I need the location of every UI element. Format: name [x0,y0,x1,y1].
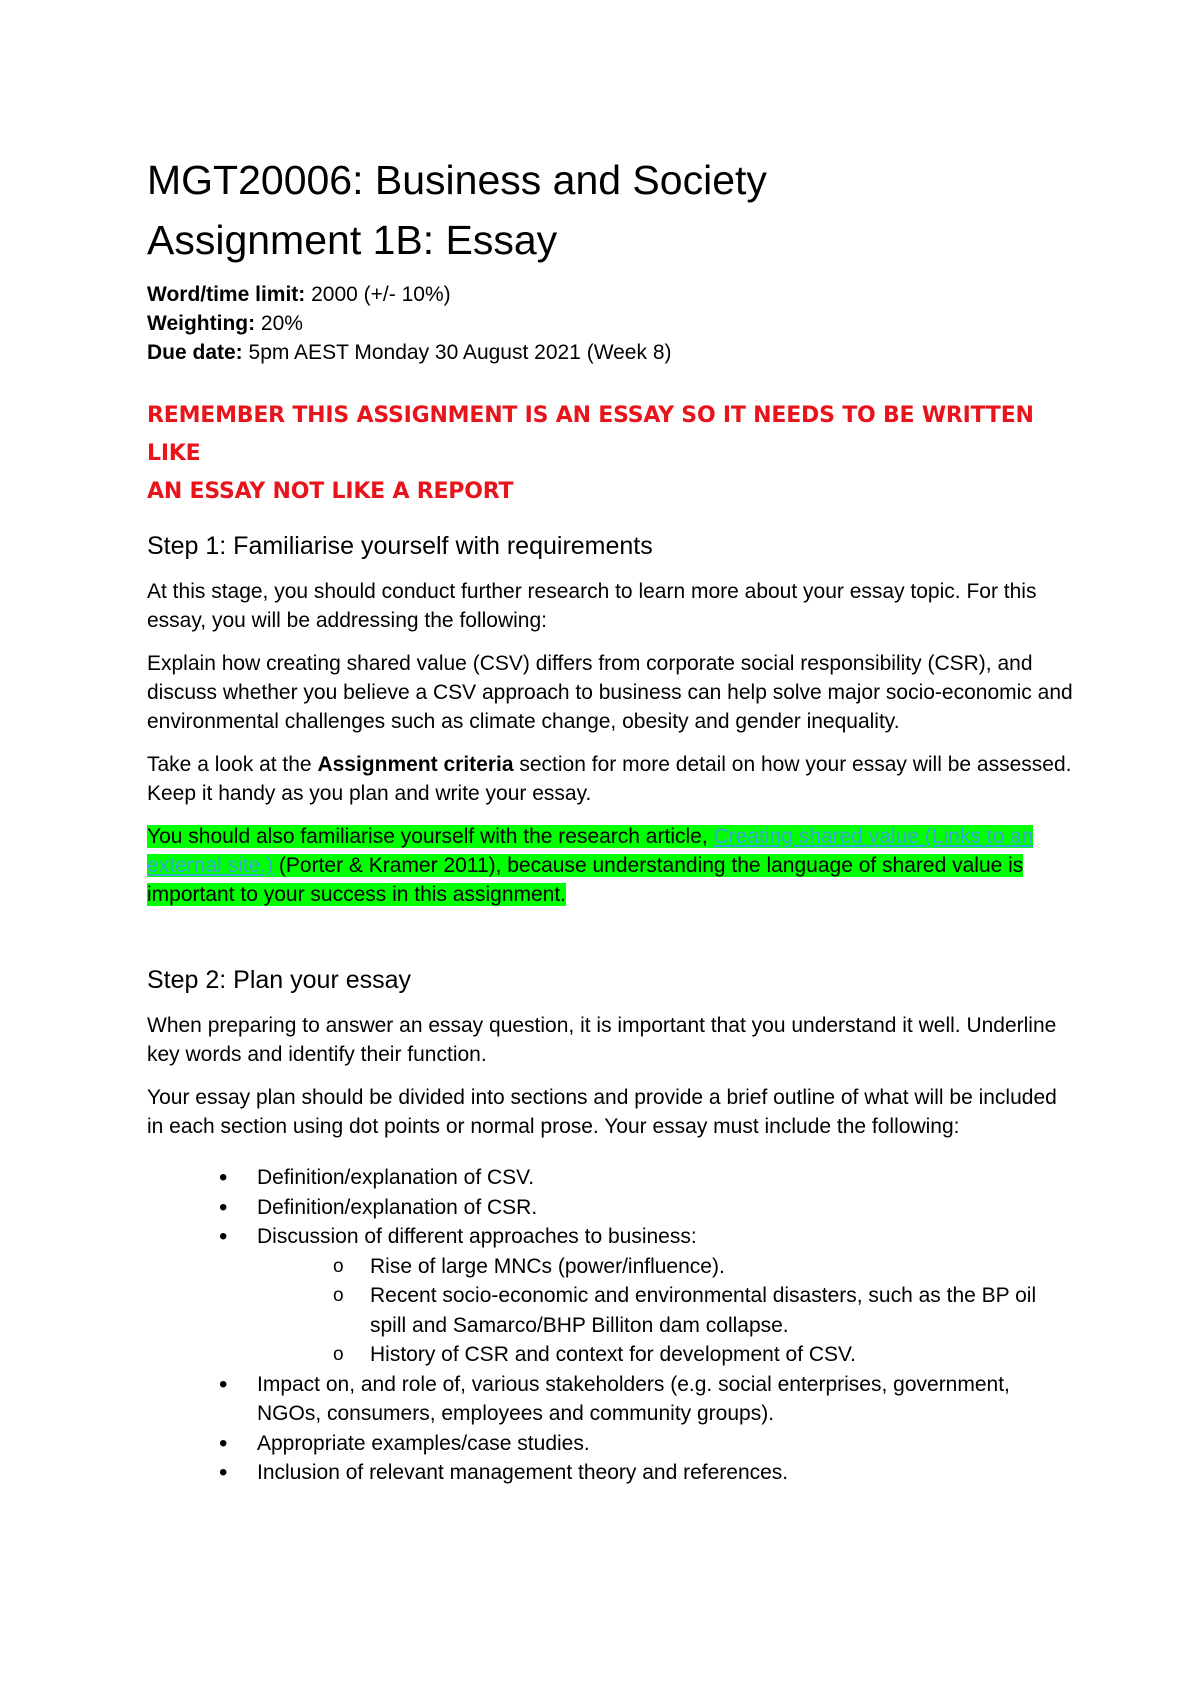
warning-line-1: REMEMBER THIS ASSIGNMENT IS AN ESSAY SO IT NEEDS TO BE WRITTEN LIKE [147,403,1034,466]
step2-heading: Step 2: Plan your essay [147,966,412,994]
weighting-label: Weighting: [147,312,256,335]
list-item: • Impact on, and role of, various stakeholders (e.g. social enterprises, government, NGOs, consumers, employees and community groups). [147,1370,1077,1429]
step2-intro: When preparing to answer an essay question, it is important that you understand it well. Underline key words and identify their function. [147,1014,1057,1066]
criteria-note [147,750,1077,808]
weighting-row [147,309,1077,338]
research-article-note [147,822,1077,909]
sub-list-item: o Rise of large MNCs (power/influence). [147,1252,1077,1282]
assignment-criteria-term: Assignment criteria [317,753,514,776]
criteria-note-post: section for more detail on how your essay will be assessed. Keep it handy as you plan and write your essay. [147,753,1072,805]
due-date-value: 5pm AEST Monday 30 August 2021 (Week 8) [242,341,672,364]
list-item: • Discussion of different approaches to business: [147,1222,1077,1252]
word-limit-label: Word/time limit: [147,283,306,306]
highlight-post: (Porter & Kramer 2011), because understanding the language of shared value is important to your success in this assignment. [147,854,1024,906]
document-page [147,150,1077,1488]
step1-heading: Step 1: Familiarise yourself with requirements [147,532,653,560]
essay-warning [147,397,1077,511]
assignment-title: Assignment 1B: Essay [147,217,558,263]
word-limit-row [147,280,1077,309]
list-item: • Appropriate examples/case studies. [147,1429,1077,1459]
list-item: • Definition/explanation of CSR. [147,1193,1077,1223]
essay-plan-instructions: Your essay plan should be divided into sections and provide a brief outline of what will be included in each section using dot points or normal prose. Your essay must include the following: [147,1086,1057,1138]
warning-line-2: AN ESSAY NOT LIKE A REPORT [147,479,514,504]
due-date-row [147,338,1077,367]
highlight-pre: You should also familiarise yourself with the research article, [147,825,714,848]
sub-list-item: o Recent socio-economic and environmental disasters, such as the BP oil spill and Samarco/BHP Billiton dam collapse. [147,1281,1077,1340]
step1-intro: At this stage, you should conduct further research to learn more about your essay topic. For this essay, you will be addressing the following: [147,580,1037,632]
weighting-value: 20% [255,312,303,335]
criteria-note-pre: Take a look at the [147,753,318,776]
sub-list-item: o History of CSR and context for development of CSV. [147,1340,1077,1370]
due-date-label: Due date: [147,341,243,364]
word-limit-value: 2000 (+/- 10%) [305,283,451,306]
list-item: • Inclusion of relevant management theory and references. [147,1458,1077,1488]
creating-shared-value-link[interactable]: Creating shared value (Links to an external site.) [147,825,1034,877]
essay-question: Explain how creating shared value (CSV) differs from corporate social responsibility (CSR), and discuss whether you believe a CSV approach to business can help solve major socio-economic and environmental challenges such as climate change, obesity and gender inequality. [147,652,1073,733]
assignment-meta [147,280,1077,367]
list-item: • Definition/explanation of CSV. [147,1163,1077,1193]
course-title: MGT20006: Business and Society [147,157,767,203]
essay-requirements-list [147,1163,1077,1488]
